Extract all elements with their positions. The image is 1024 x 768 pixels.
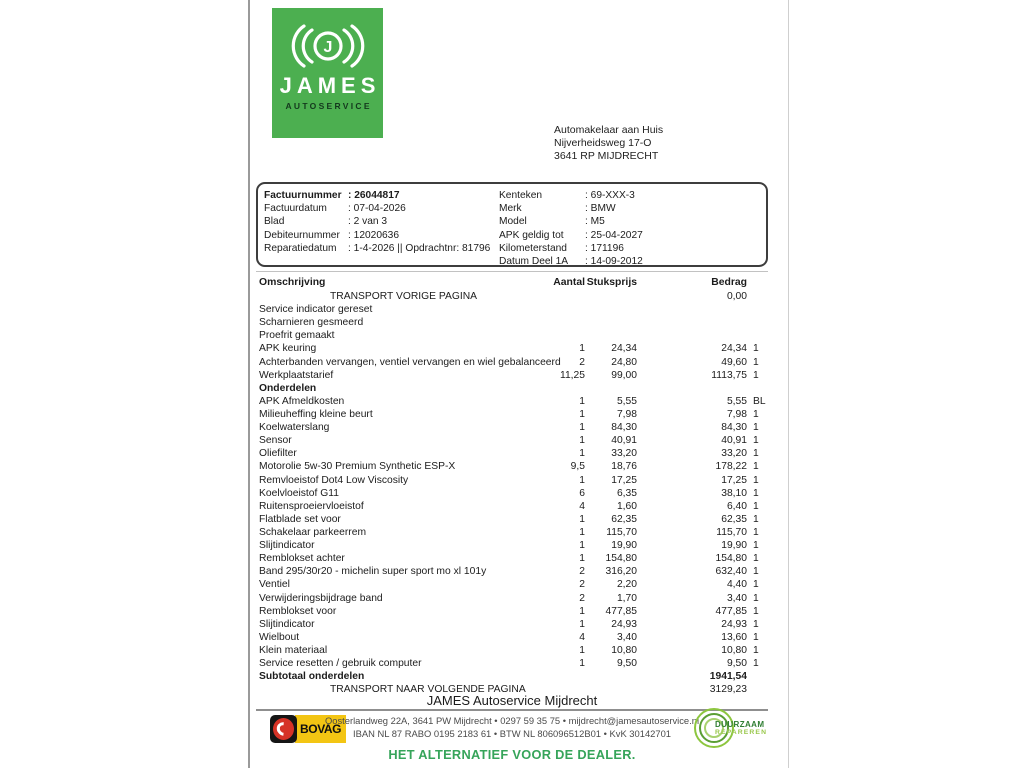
recipient-line: Nijverheidsweg 17-O bbox=[554, 137, 652, 149]
info-label: Reparatiedatum bbox=[264, 242, 337, 254]
info-label: Kilometerstand bbox=[499, 242, 567, 254]
cell-flag: 1 bbox=[753, 618, 759, 630]
info-value: : 12020636 bbox=[348, 229, 399, 241]
cell-amount: 1113,75 bbox=[711, 369, 747, 381]
table-row bbox=[256, 408, 768, 421]
info-value: : 26044817 bbox=[348, 190, 400, 201]
table-row bbox=[256, 316, 768, 329]
cell-qty: 1 bbox=[579, 343, 585, 355]
info-value: : 171196 bbox=[585, 242, 624, 254]
info-label: Kenteken bbox=[499, 190, 543, 201]
cell-amount: 1941,54 bbox=[709, 671, 747, 683]
cell-description: Koelvloeistof G11 bbox=[259, 487, 339, 499]
cell-unit-price bbox=[585, 290, 637, 303]
table-row bbox=[256, 474, 768, 487]
cell-amount: 5,55 bbox=[726, 395, 747, 407]
info-row bbox=[264, 242, 494, 255]
cell-description: Klein materiaal bbox=[259, 644, 328, 656]
cell-description: Motorolie 5w-30 Premium Synthetic ESP-X bbox=[259, 461, 456, 473]
cell-unit-price: 33,20 bbox=[611, 448, 637, 460]
cell-description: Remblokset achter bbox=[259, 553, 345, 565]
cell-flag bbox=[747, 290, 768, 303]
cell-qty bbox=[521, 670, 585, 683]
cell-unit-price: 24,93 bbox=[611, 618, 637, 630]
cell-qty: 1 bbox=[579, 408, 585, 420]
table-row bbox=[256, 513, 768, 526]
info-row bbox=[499, 255, 765, 268]
info-row bbox=[264, 189, 494, 202]
cell-flag bbox=[747, 670, 768, 683]
info-value: : BMW bbox=[585, 203, 616, 215]
info-left bbox=[264, 189, 494, 255]
cell-description: Remvloeistof Dot4 Low Viscosity bbox=[259, 474, 409, 486]
cell-amount: 632,40 bbox=[715, 566, 747, 578]
cell-qty bbox=[521, 316, 585, 329]
cell-description: Oliefilter bbox=[259, 448, 297, 460]
cell-unit-price: 6,35 bbox=[616, 487, 637, 499]
cell-amount: 4,40 bbox=[726, 579, 747, 591]
cell-flag bbox=[747, 303, 768, 316]
cell-qty bbox=[521, 329, 585, 342]
cell-description: Slijtindicator bbox=[259, 540, 315, 552]
info-value: : 69-XXX-3 bbox=[585, 190, 635, 201]
cell-amount: 17,25 bbox=[721, 474, 747, 486]
cell-qty: 1 bbox=[579, 605, 585, 617]
duurzaam-line2: REPAREREN bbox=[715, 729, 768, 736]
cell-qty: 2 bbox=[579, 566, 585, 578]
cell-amount: 40,91 bbox=[721, 435, 747, 447]
cell-flag: 1 bbox=[753, 605, 759, 617]
cell-unit-price bbox=[585, 316, 637, 329]
info-label: Merk bbox=[499, 203, 522, 215]
cell-qty: 1 bbox=[579, 526, 585, 538]
cell-description: APK keuring bbox=[259, 343, 317, 355]
cell-amount: 3129,23 bbox=[709, 684, 747, 696]
table-row bbox=[256, 421, 768, 434]
table-row bbox=[256, 539, 768, 552]
duurzaam-line1: DUURZAAM bbox=[715, 720, 765, 729]
table-row bbox=[256, 395, 768, 408]
cell-description: Slijtindicator bbox=[259, 618, 315, 630]
cell-unit-price: 24,80 bbox=[611, 356, 637, 368]
brake-disc-j-icon bbox=[290, 20, 366, 72]
cell-description: Band 295/30r20 - michelin super sport mo xl 101y bbox=[259, 566, 487, 578]
cell-unit-price: 62,35 bbox=[611, 513, 637, 525]
cell-flag: 1 bbox=[753, 408, 759, 420]
header-flag bbox=[747, 276, 768, 290]
info-label: Factuurdatum bbox=[264, 203, 327, 215]
cell-qty: 1 bbox=[579, 422, 585, 434]
footer-contact-line2: IBAN NL 87 RABO 0195 2183 61 • BTW NL 806096512B01 • KvK 30142701 bbox=[352, 727, 672, 739]
info-value: : 14-09-2012 bbox=[585, 256, 643, 268]
table-row bbox=[256, 447, 768, 460]
table-row bbox=[256, 526, 768, 539]
cell-qty bbox=[521, 382, 585, 395]
info-value: : 1-4-2026 || Opdrachtnr: 81796 bbox=[348, 242, 491, 254]
cell-flag bbox=[747, 329, 768, 342]
table-row bbox=[256, 434, 768, 447]
table-header-row bbox=[256, 276, 768, 290]
info-label: Debiteurnummer bbox=[264, 229, 340, 241]
footer-contact-line1: Oosterlandweg 22A, 3641 PW Mijdrecht • 0297 59 35 75 • mijdrecht@jamesautoservice.nl bbox=[324, 715, 700, 726]
cell-amount: 38,10 bbox=[721, 487, 747, 499]
cell-qty bbox=[521, 290, 585, 303]
cell-description: APK Afmeldkosten bbox=[259, 395, 345, 407]
cell-amount: 477,85 bbox=[715, 605, 747, 617]
cell-amount: 10,80 bbox=[721, 644, 747, 656]
cell-qty: 1 bbox=[579, 644, 585, 656]
cell-qty: 1 bbox=[579, 474, 585, 486]
footer-company-name: JAMES Autoservice Mijdrecht bbox=[426, 693, 598, 708]
cell-flag: 1 bbox=[753, 592, 759, 604]
info-right bbox=[499, 189, 765, 268]
cell-amount bbox=[637, 316, 747, 329]
table-row bbox=[256, 578, 768, 591]
cell-amount: 62,35 bbox=[721, 513, 747, 525]
table-row bbox=[256, 329, 768, 342]
table-row bbox=[256, 382, 768, 395]
cell-amount bbox=[637, 303, 747, 316]
info-value: : 2 van 3 bbox=[348, 216, 388, 228]
cell-amount: 24,93 bbox=[721, 618, 747, 630]
invoice-page bbox=[250, 0, 788, 768]
cell-unit-price bbox=[585, 329, 637, 342]
info-value: : M5 bbox=[585, 216, 605, 228]
info-value: : 25-04-2027 bbox=[585, 229, 643, 241]
cell-description: Verwijderingsbijdrage band bbox=[259, 592, 383, 604]
logo-brand-text: JAMES bbox=[279, 73, 381, 98]
header-unit-price: Stuksprijs bbox=[586, 277, 637, 288]
table-row bbox=[256, 565, 768, 578]
cell-description: Remblokset voor bbox=[259, 605, 337, 617]
cell-unit-price: 19,90 bbox=[611, 540, 637, 552]
cell-unit-price: 9,50 bbox=[616, 658, 637, 670]
cell-flag: 1 bbox=[753, 343, 759, 355]
table-row bbox=[256, 290, 768, 303]
cell-unit-price: 84,30 bbox=[611, 422, 637, 434]
table-row bbox=[256, 342, 768, 355]
cell-flag: 1 bbox=[753, 369, 759, 381]
cell-qty: 1 bbox=[579, 540, 585, 552]
cell-qty: 1 bbox=[579, 658, 585, 670]
info-row bbox=[499, 229, 765, 242]
cell-amount: 49,60 bbox=[721, 356, 747, 368]
info-row bbox=[499, 215, 765, 228]
james-logo bbox=[272, 8, 383, 138]
cell-amount: 33,20 bbox=[721, 448, 747, 460]
cell-description: Werkplaatstarief bbox=[259, 369, 334, 381]
cell-flag: 1 bbox=[753, 579, 759, 591]
cell-qty: 1 bbox=[579, 395, 585, 407]
cell-flag: BL bbox=[753, 395, 766, 407]
table-row bbox=[256, 618, 768, 631]
cell-amount: 178,22 bbox=[715, 461, 747, 473]
cell-qty: 1 bbox=[579, 448, 585, 460]
info-row bbox=[264, 215, 494, 228]
footer-slogan: HET ALTERNATIEF VOOR DE DEALER. bbox=[388, 747, 636, 762]
cell-qty: 2 bbox=[579, 579, 585, 591]
invoice-info-box bbox=[256, 182, 768, 267]
bovag-emblem-icon bbox=[270, 715, 297, 743]
cell-flag: 1 bbox=[753, 474, 759, 486]
cell-unit-price: 17,25 bbox=[611, 474, 637, 486]
cell-qty: 2 bbox=[579, 356, 585, 368]
cell-flag: 1 bbox=[753, 526, 759, 538]
cell-description: Wielbout bbox=[259, 631, 300, 643]
cell-description: Milieuheffing kleine beurt bbox=[259, 408, 373, 420]
cell-amount: 7,98 bbox=[726, 408, 747, 420]
cell-description: Flatblade set voor bbox=[259, 513, 341, 525]
cell-unit-price: 1,60 bbox=[616, 500, 637, 512]
footer-divider bbox=[256, 709, 768, 711]
table-row bbox=[256, 303, 768, 316]
cell-amount: 0,00 bbox=[726, 291, 747, 302]
bovag-red-circle-icon bbox=[273, 718, 294, 740]
info-label: APK geldig tot bbox=[499, 229, 564, 241]
cell-flag: 1 bbox=[753, 435, 759, 447]
duurzaam-repareren-logo bbox=[694, 706, 770, 752]
cell-flag: 1 bbox=[753, 658, 759, 670]
table-row bbox=[256, 670, 768, 683]
cell-description: Scharnieren gesmeerd bbox=[259, 317, 364, 329]
cell-flag: 1 bbox=[753, 566, 759, 578]
cell-amount: 3,40 bbox=[726, 592, 747, 604]
cell-qty: 2 bbox=[579, 592, 585, 604]
cell-description: Subtotaal onderdelen bbox=[259, 671, 365, 683]
header-separator-line bbox=[256, 271, 768, 272]
cell-qty: 1 bbox=[579, 553, 585, 565]
recipient-address bbox=[554, 124, 663, 163]
cell-amount: 19,90 bbox=[721, 540, 747, 552]
table-row bbox=[256, 460, 768, 473]
cell-unit-price: 316,20 bbox=[605, 566, 637, 578]
table-row bbox=[256, 592, 768, 605]
cell-amount bbox=[637, 329, 747, 342]
footer-contact bbox=[256, 715, 768, 741]
cell-amount bbox=[637, 382, 747, 395]
cell-unit-price bbox=[585, 670, 637, 683]
cell-unit-price: 5,55 bbox=[616, 395, 637, 407]
cell-unit-price bbox=[585, 382, 637, 395]
cell-description: Schakelaar parkeerrem bbox=[259, 526, 367, 538]
cell-flag: 1 bbox=[753, 500, 759, 512]
cell-description: Ventiel bbox=[259, 579, 290, 591]
table-row bbox=[256, 487, 768, 500]
info-row bbox=[499, 189, 765, 202]
cell-flag: 1 bbox=[753, 422, 759, 434]
header-qty: Aantal bbox=[553, 277, 585, 288]
cell-unit-price: 477,85 bbox=[605, 605, 637, 617]
bovag-wordmark: BOVAG bbox=[295, 715, 346, 743]
cell-description: Achterbanden vervangen, ventiel vervangen en wiel gebalanceerd bbox=[259, 356, 561, 368]
recipient-line: Automakelaar aan Huis bbox=[554, 124, 664, 136]
recipient-line: 3641 RP MIJDRECHT bbox=[554, 150, 659, 162]
table-row bbox=[256, 356, 768, 369]
cell-description: Service indicator gereset bbox=[259, 304, 373, 316]
cell-amount: 115,70 bbox=[716, 526, 747, 538]
cell-amount: 6,40 bbox=[726, 500, 747, 512]
info-value: : 07-04-2026 bbox=[348, 203, 406, 215]
cell-qty bbox=[521, 303, 585, 316]
cell-unit-price: 10,80 bbox=[611, 644, 637, 656]
cell-qty: 4 bbox=[579, 631, 585, 643]
table-rows bbox=[256, 290, 768, 696]
cell-amount: 84,30 bbox=[721, 422, 747, 434]
cell-qty: 6 bbox=[579, 487, 585, 499]
cell-unit-price: 115,70 bbox=[606, 526, 637, 538]
cell-description: TRANSPORT NAAR VOLGENDE PAGINA bbox=[330, 684, 526, 696]
cell-qty: 11,25 bbox=[559, 369, 585, 381]
header-description: Omschrijving bbox=[259, 277, 326, 288]
cell-description: Service resetten / gebruik computer bbox=[259, 658, 422, 670]
cell-unit-price: 99,00 bbox=[611, 369, 637, 381]
cell-unit-price: 154,80 bbox=[605, 553, 637, 565]
cell-qty: 9,5 bbox=[570, 461, 585, 473]
cell-amount: 13,60 bbox=[721, 631, 747, 643]
duurzaam-wordmark bbox=[715, 720, 767, 736]
info-label: Factuurnummer bbox=[264, 190, 342, 201]
cell-unit-price bbox=[585, 303, 637, 316]
cell-flag: 1 bbox=[753, 461, 759, 473]
table-row bbox=[256, 369, 768, 382]
cell-description: TRANSPORT VORIGE PAGINA bbox=[330, 291, 478, 302]
cell-description: Sensor bbox=[259, 435, 292, 447]
cell-amount: 24,34 bbox=[721, 343, 747, 355]
cell-flag: 1 bbox=[753, 631, 759, 643]
cell-flag: 1 bbox=[753, 487, 759, 499]
info-label: Datum Deel 1A bbox=[499, 256, 569, 268]
cell-flag bbox=[747, 316, 768, 329]
cell-unit-price: 24,34 bbox=[611, 343, 637, 355]
cell-qty: 4 bbox=[579, 500, 585, 512]
cell-flag: 1 bbox=[753, 513, 759, 525]
table-row bbox=[256, 644, 768, 657]
info-label: Blad bbox=[264, 216, 285, 228]
cell-qty: 1 bbox=[579, 513, 585, 525]
cell-amount: 9,50 bbox=[726, 658, 747, 670]
cell-qty: 1 bbox=[579, 618, 585, 630]
cell-unit-price: 3,40 bbox=[616, 631, 637, 643]
cell-flag: 1 bbox=[753, 553, 759, 565]
cell-unit-price: 2,20 bbox=[616, 579, 637, 591]
table-row bbox=[256, 605, 768, 618]
table-row bbox=[256, 500, 768, 513]
cell-description: Onderdelen bbox=[259, 382, 317, 394]
cell-flag: 1 bbox=[753, 356, 759, 368]
cell-unit-price: 40,91 bbox=[611, 435, 637, 447]
cell-description: Ruitensproeiervloeistof bbox=[259, 500, 364, 512]
logo-subtitle-text: AUTOSERVICE bbox=[285, 101, 372, 111]
info-label: Model bbox=[499, 216, 527, 228]
table-row bbox=[256, 657, 768, 670]
header-amount: Bedrag bbox=[711, 277, 747, 288]
cell-flag: 1 bbox=[753, 540, 759, 552]
cell-unit-price: 7,98 bbox=[616, 408, 637, 420]
cell-description: Koelwaterslang bbox=[259, 422, 330, 434]
logo-monogram: J bbox=[323, 39, 332, 56]
info-row bbox=[499, 242, 765, 255]
table-row bbox=[256, 552, 768, 565]
cell-unit-price: 18,76 bbox=[611, 461, 637, 473]
info-row bbox=[264, 202, 494, 215]
info-row bbox=[264, 229, 494, 242]
table-row bbox=[256, 631, 768, 644]
cell-unit-price: 1,70 bbox=[616, 592, 637, 604]
cell-flag bbox=[747, 382, 768, 395]
cell-amount: 154,80 bbox=[715, 553, 747, 565]
cell-flag: 1 bbox=[753, 644, 759, 656]
cell-description: Proefrit gemaakt bbox=[259, 330, 335, 342]
cell-qty: 1 bbox=[579, 435, 585, 447]
cell-flag: 1 bbox=[753, 448, 759, 460]
info-row bbox=[499, 202, 765, 215]
